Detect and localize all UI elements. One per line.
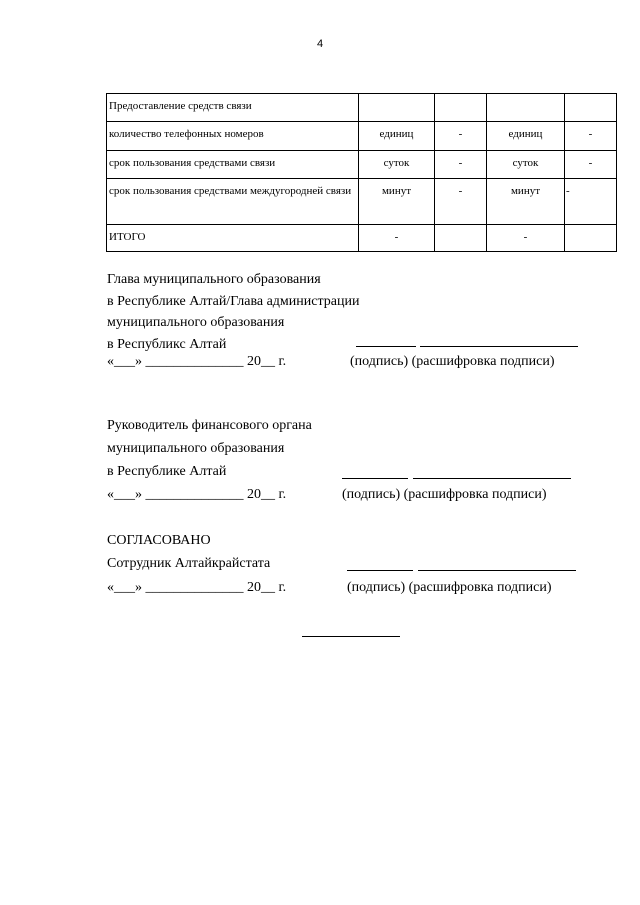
table-row (107, 94, 617, 122)
block1-date: «___» ______________ 20__ г. (107, 354, 287, 369)
page-number: 4 (316, 38, 324, 50)
row-label: Предоставление средств связи (107, 94, 359, 122)
cell (565, 225, 617, 252)
cell-value: - (565, 179, 617, 225)
cell-unit: единиц (359, 122, 435, 151)
cell-value: - (435, 122, 487, 151)
block1-line1: Глава муниципального образования (107, 272, 321, 287)
cell-unit: минут (487, 179, 565, 225)
block2-line1: Руководитель финансового органа (107, 418, 312, 433)
cell (487, 94, 565, 122)
cell-unit: единиц (487, 122, 565, 151)
resource-table (106, 93, 617, 252)
name-line (420, 346, 578, 347)
cell-value: - (359, 225, 435, 252)
name-line (413, 478, 571, 479)
block1-caption: (подпись) (расшифровка подписи) (350, 354, 555, 369)
signature-line (356, 346, 416, 347)
table-row (107, 179, 617, 225)
cell (435, 94, 487, 122)
signature-line (342, 478, 408, 479)
cell-value: - (565, 151, 617, 179)
row-label: срок пользования средствами связи (107, 151, 359, 179)
block3-caption: (подпись) (расшифровка подписи) (347, 580, 552, 595)
block3-heading: СОГЛАСОВАНО (107, 533, 211, 548)
block1-line3: муниципального образования (107, 315, 285, 330)
cell-unit: суток (359, 151, 435, 179)
cell-unit: минут (359, 179, 435, 225)
table-row (107, 122, 617, 151)
block2-line3: в Республике Алтай (107, 464, 227, 479)
name-line (418, 570, 576, 571)
cell (435, 225, 487, 252)
table-row (107, 225, 617, 252)
block1-line2: в Республике Алтай/Глава администрации (107, 294, 360, 309)
block2-date: «___» ______________ 20__ г. (107, 487, 287, 502)
cell-value: - (565, 122, 617, 151)
table-row (107, 151, 617, 179)
cell-value: - (435, 151, 487, 179)
row-label-total: ИТОГО (107, 225, 359, 252)
cell-value: - (487, 225, 565, 252)
row-label: количество телефонных номеров (107, 122, 359, 151)
cell-unit: суток (487, 151, 565, 179)
row-label: срок пользования средствами междугородней связи (107, 179, 359, 225)
cell (359, 94, 435, 122)
block2-line2: муниципального образования (107, 441, 285, 456)
cell (565, 94, 617, 122)
block3-date: «___» ______________ 20__ г. (107, 580, 287, 595)
block1-line4: в Республикс Алтай (107, 337, 227, 352)
block2-caption: (подпись) (расшифровка подписи) (342, 487, 547, 502)
signature-line (347, 570, 413, 571)
cell-value: - (435, 179, 487, 225)
closing-rule (302, 636, 400, 637)
block3-line1: Сотрудник Алтайкрайстата (107, 556, 271, 571)
